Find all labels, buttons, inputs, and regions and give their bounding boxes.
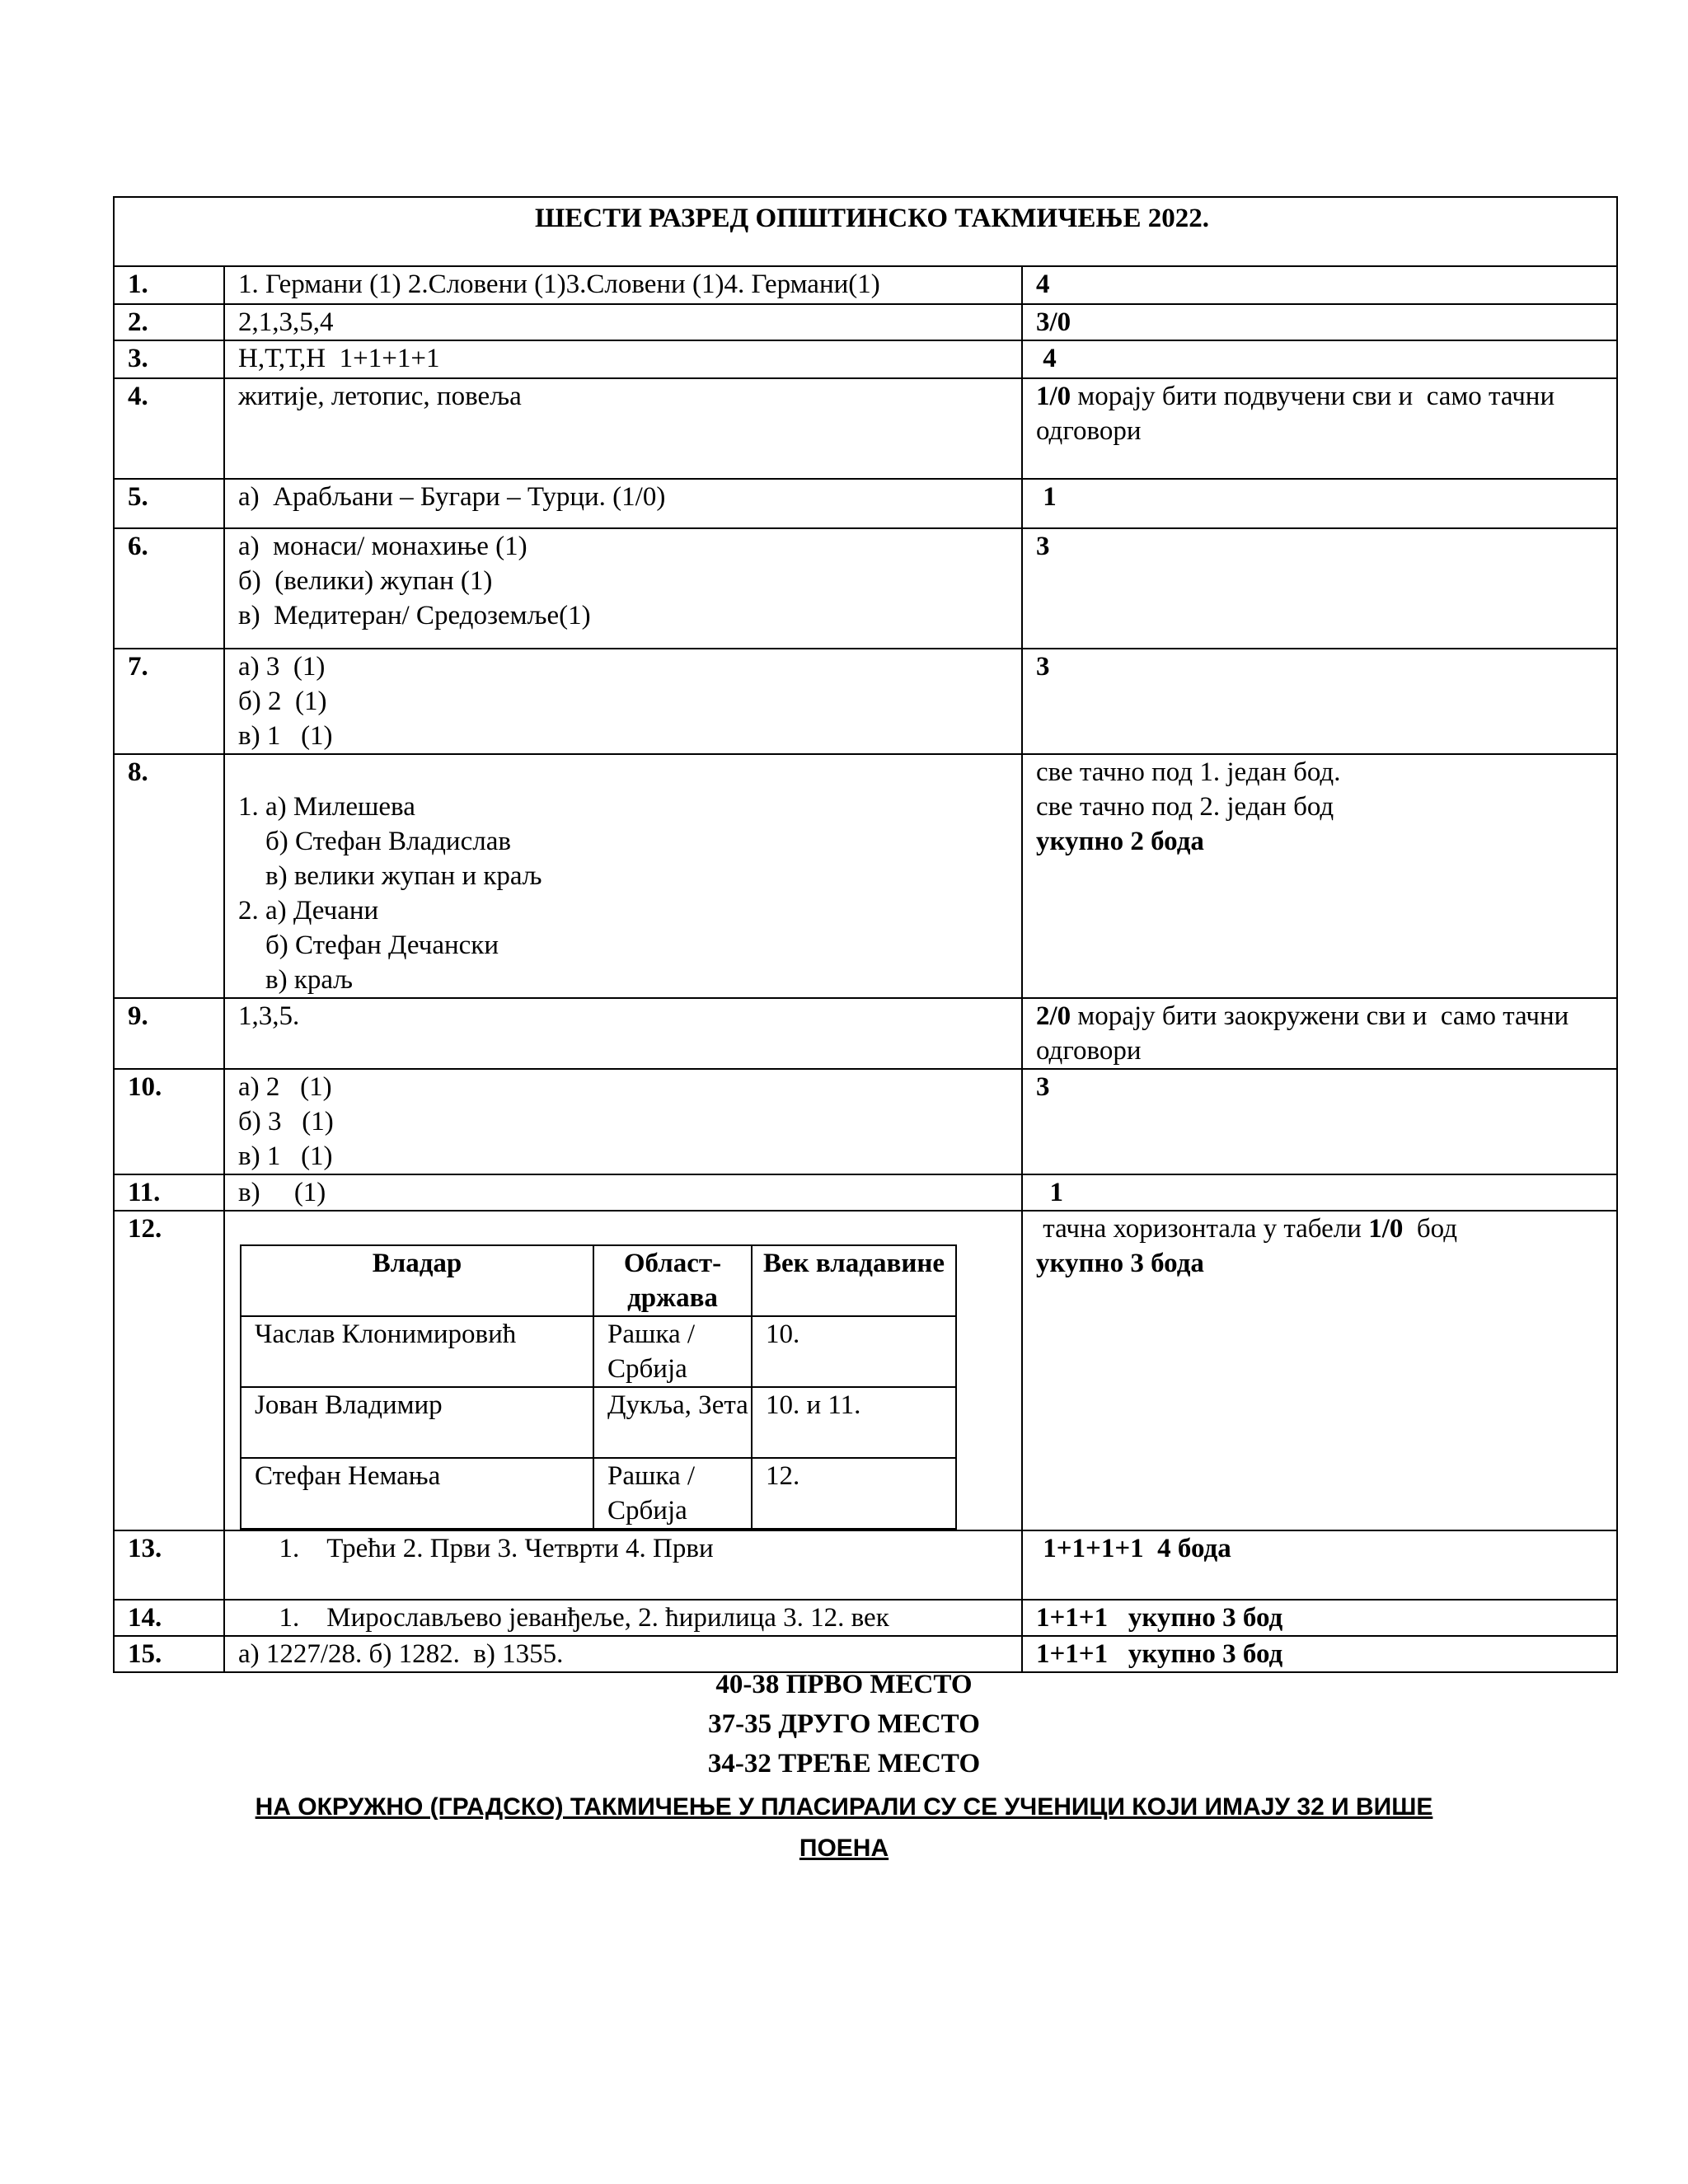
answer-line: б) (велики) жупан (1): [238, 566, 493, 596]
points-text: 1/0: [1368, 1214, 1404, 1244]
answer-line: в) 1 (1): [238, 721, 333, 751]
points-text: укупно 2 бода: [1036, 827, 1204, 856]
question-number: 4.: [114, 378, 224, 479]
table-row: [114, 1174, 1617, 1211]
answer-cell: [224, 340, 1022, 378]
question-number: 8.: [114, 754, 224, 998]
rulers-table-cell: Стефан Немања: [241, 1458, 593, 1529]
rulers-table-cell: Часлав Клонимировић: [241, 1316, 593, 1387]
title-row: [114, 197, 1617, 266]
answer-line: б) Стефан Дечански: [238, 930, 499, 960]
answer-line: в) Медитеран/ Средоземље(1): [238, 601, 591, 630]
table-row: [114, 754, 1617, 998]
question-number: 11.: [114, 1174, 224, 1211]
answer-cell: [224, 1211, 1022, 1530]
question-number: 6.: [114, 528, 224, 649]
answer-cell: [224, 479, 1022, 528]
points-text: бод: [1403, 1214, 1457, 1244]
rulers-table-header: Област-држава: [593, 1245, 752, 1316]
points-text: све тачно под 1. један бод.: [1036, 757, 1341, 787]
points-text: 1: [1036, 482, 1057, 512]
rulers-table-header: Владар: [241, 1245, 593, 1316]
points-line: [1036, 1246, 1616, 1281]
answer-line: 1. а) Милешева: [238, 792, 415, 822]
points-cell: [1022, 1600, 1617, 1636]
points-cell: [1022, 1530, 1617, 1600]
placement-second: 37-35 ДРУГО МЕСТО: [708, 1709, 980, 1739]
points-cell: [1022, 754, 1617, 998]
table-row: [114, 378, 1617, 479]
rulers-table-cell: 10.: [752, 1316, 956, 1387]
answer-line: в) (1): [238, 1178, 326, 1207]
answer-cell: [224, 304, 1022, 340]
question-number: 9.: [114, 998, 224, 1069]
points-cell: [1022, 1211, 1617, 1530]
question-number: 3.: [114, 340, 224, 378]
rulers-table-cell: 12.: [752, 1458, 956, 1529]
answer-cell: [224, 378, 1022, 479]
points-line: [1036, 755, 1616, 790]
answer-key-table: [113, 196, 1618, 1673]
question-number: 1.: [114, 266, 224, 304]
points-text: 1+1+1 укупно 3 бод: [1036, 1603, 1283, 1633]
answer-cell: [224, 1174, 1022, 1211]
rulers-table-header: Век владавине: [752, 1245, 956, 1316]
points-text: 1+1+1+1 4 бода: [1036, 1534, 1231, 1563]
answer-cell: [224, 1636, 1022, 1672]
answer-line: а) Арабљани – Бугари – Турци. (1/0): [238, 482, 666, 512]
table-row: [114, 998, 1617, 1069]
rulers-table: [240, 1244, 957, 1530]
answer-line: в) 1 (1): [238, 1141, 333, 1171]
page-title: ШЕСТИ РАЗРЕД ОПШТИНСКО ТАКМИЧЕЊЕ 2022.: [114, 197, 1617, 266]
table-row: [114, 1636, 1617, 1672]
points-cell: [1022, 1174, 1617, 1211]
answer-line: Н,Т,Т,Н 1+1+1+1: [238, 344, 440, 373]
points-text: 4: [1036, 344, 1057, 373]
answer-line: 1. Трећи 2. Први 3. Четврти 4. Први: [238, 1534, 714, 1563]
answer-line: 2,1,3,5,4: [238, 307, 334, 337]
answer-line: в) краљ: [238, 965, 353, 995]
answer-cell: [224, 998, 1022, 1069]
question-number: 15.: [114, 1636, 224, 1672]
points-cell: [1022, 304, 1617, 340]
table-row: [114, 1600, 1617, 1636]
answer-line: 2. а) Дечани: [238, 896, 379, 926]
points-cell: [1022, 266, 1617, 304]
points-cell: [1022, 1069, 1617, 1174]
answer-cell: [224, 266, 1022, 304]
table-row: [114, 340, 1617, 378]
points-cell: [1022, 998, 1617, 1069]
rulers-table-row: [241, 1387, 956, 1458]
points-text: 3/0: [1036, 307, 1071, 337]
table-row: [114, 479, 1617, 528]
points-text: 3: [1036, 532, 1050, 561]
answer-cell: [224, 754, 1022, 998]
placement-first: 40-38 ПРВО МЕСТО: [715, 1670, 973, 1699]
rulers-table-cell: 10. и 11.: [752, 1387, 956, 1458]
answer-line: 1,3,5.: [238, 1001, 300, 1031]
rulers-table-cell: Јован Владимир: [241, 1387, 593, 1458]
points-cell: [1022, 528, 1617, 649]
rulers-table-cell: Рашка / Србија: [593, 1316, 752, 1387]
points-text: 1: [1036, 1178, 1063, 1207]
answer-line: б) Стефан Владислав: [238, 827, 511, 856]
question-number: 5.: [114, 479, 224, 528]
answer-line: б) 3 (1): [238, 1107, 334, 1137]
points-cell: [1022, 340, 1617, 378]
question-number: 7.: [114, 649, 224, 754]
answer-line: 1. Германи (1) 2.Словени (1)3.Словени (1)4. Германи(1): [238, 269, 880, 299]
qualification-note-line2: ПОЕНА: [799, 1835, 889, 1862]
answer-line: житије, летопис, повеља: [238, 382, 522, 411]
answer-cell: [224, 528, 1022, 649]
table-row: [114, 1211, 1617, 1530]
points-text: морају бити подвучени сви и само тачни одговори: [1036, 382, 1562, 446]
rulers-table-row: [241, 1316, 956, 1387]
table-row: [114, 1069, 1617, 1174]
answer-line: [238, 755, 1021, 790]
answer-cell: [224, 1069, 1022, 1174]
points-text: 1+1+1 укупно 3 бод: [1036, 1639, 1283, 1669]
points-text: 1/0: [1036, 382, 1071, 411]
answer-line: а) монаси/ монахиње (1): [238, 532, 528, 561]
points-line: [1036, 824, 1616, 859]
points-line: [1036, 790, 1616, 824]
placement-third: 34-32 ТРЕЋЕ МЕСТО: [707, 1749, 981, 1779]
points-cell: [1022, 649, 1617, 754]
question-number: 12.: [114, 1211, 224, 1530]
question-number: 10.: [114, 1069, 224, 1174]
qualification-note-line1: НА ОКРУЖНО (ГРАДСКО) ТАКМИЧЕЊЕ У ПЛАСИРАЛИ СУ СЕ УЧЕНИЦИ КОЈИ ИМАЈУ 32 И ВИШЕ: [255, 1793, 1433, 1821]
answer-line: а) 2 (1): [238, 1072, 332, 1102]
answer-line: а) 3 (1): [238, 652, 326, 682]
question-number: 13.: [114, 1530, 224, 1600]
answer-line: б) 2 (1): [238, 687, 327, 716]
answer-cell: [224, 1600, 1022, 1636]
points-cell: [1022, 479, 1617, 528]
rulers-table-cell: Дукља, Зета: [593, 1387, 752, 1458]
points-text: све тачно под 2. један бод: [1036, 792, 1334, 822]
points-cell: [1022, 1636, 1617, 1672]
table-row: [114, 528, 1617, 649]
answer-line: в) велики жупан и краљ: [238, 861, 542, 891]
question-number: 14.: [114, 1600, 224, 1636]
answer-line: 1. Мирослављево јеванђеље, 2. ћирилица 3. 12. век: [238, 1603, 889, 1633]
points-cell: [1022, 378, 1617, 479]
answer-line: а) 1227/28. б) 1282. в) 1355.: [238, 1639, 564, 1669]
question-number: 2.: [114, 304, 224, 340]
points-text: укупно 3 бода: [1036, 1249, 1204, 1278]
answer-cell: [224, 1530, 1022, 1600]
rulers-table-cell: Рашка / Србија: [593, 1458, 752, 1529]
points-text: 3: [1036, 652, 1050, 682]
points-text: 4: [1036, 269, 1050, 299]
table-row: [114, 649, 1617, 754]
points-text: тачна хоризонтала у табели: [1036, 1214, 1369, 1244]
rulers-table-row: [241, 1458, 956, 1529]
points-text: морају бити заокружени сви и само тачни одговори: [1036, 1001, 1576, 1066]
table-row: [114, 1530, 1617, 1600]
answer-cell: [224, 649, 1022, 754]
points-text: 3: [1036, 1072, 1050, 1102]
table-row: [114, 266, 1617, 304]
table-row: [114, 304, 1617, 340]
points-text: 2/0: [1036, 1001, 1071, 1031]
points-line: [1036, 1212, 1616, 1246]
